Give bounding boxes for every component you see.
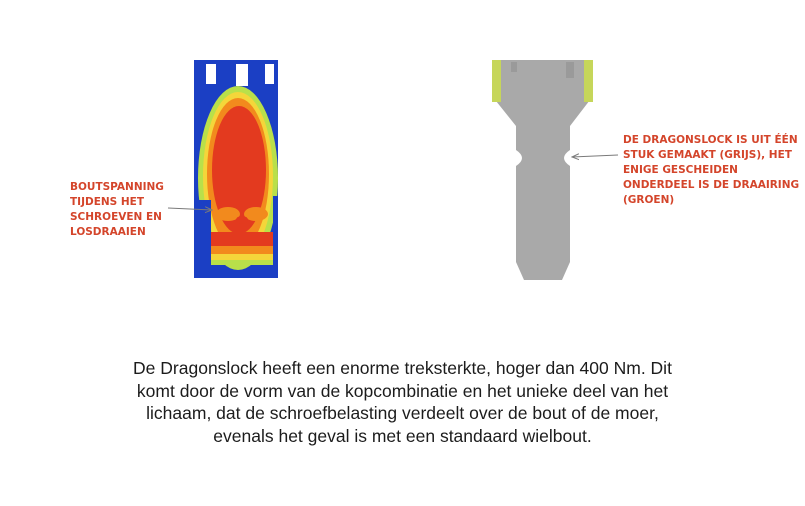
bolt-body (492, 60, 593, 280)
bolt-head-shade (511, 62, 517, 72)
caption-line: De Dragonslock heeft een enorme treksterkte, hoger dan 400 Nm. Dit (133, 358, 672, 378)
bolt-tension-callout (70, 180, 164, 240)
callout-line: ENIGE GESCHEIDEN (623, 164, 738, 176)
head-slot (236, 64, 248, 86)
dragonslock-bolt (492, 60, 593, 280)
callout-line: STUK GEMAAKT (GRIJS), HET (623, 149, 792, 161)
caption-paragraph (40, 357, 765, 447)
one-piece-callout (623, 133, 799, 208)
callout-line: (GROEN) (623, 194, 675, 206)
callout-line: ONDERDEEL IS DE DRAAIRING (623, 179, 800, 191)
callout-line: TIJDENS HET (70, 196, 144, 208)
right-callout-arrow (572, 155, 618, 157)
stress-none-region (194, 200, 211, 278)
stress-none-region (211, 275, 273, 278)
caption-line: komt door de vorm van de kopcombinatie en het unieke deel van het (136, 380, 669, 401)
callout-line: LOSDRAAIEN (70, 226, 146, 238)
bolt-head-shade (566, 62, 574, 78)
stress-simulation-bolt (194, 60, 278, 278)
stress-high-region (211, 232, 273, 246)
stress-lower-region (211, 260, 273, 265)
stress-low-region (211, 254, 273, 260)
caption-line: evenals het geval is met een standaard wielbout. (213, 425, 592, 446)
turning-ring (584, 60, 593, 102)
head-slot (265, 64, 274, 84)
callout-line: DE DRAGONSLOCK IS UIT ÉÉN (623, 134, 798, 146)
head-slot (206, 64, 216, 84)
stress-none-region (273, 196, 278, 278)
callout-line: BOUTSPANNING (70, 181, 164, 193)
callout-line: SCHROEVEN EN (70, 211, 162, 223)
stress-high-region (236, 216, 248, 224)
turning-ring (492, 60, 501, 102)
stress-mid-region (211, 246, 273, 254)
caption-line: lichaam, dat de schroefbelasting verdeelt over de bout of de moer, (146, 403, 659, 423)
